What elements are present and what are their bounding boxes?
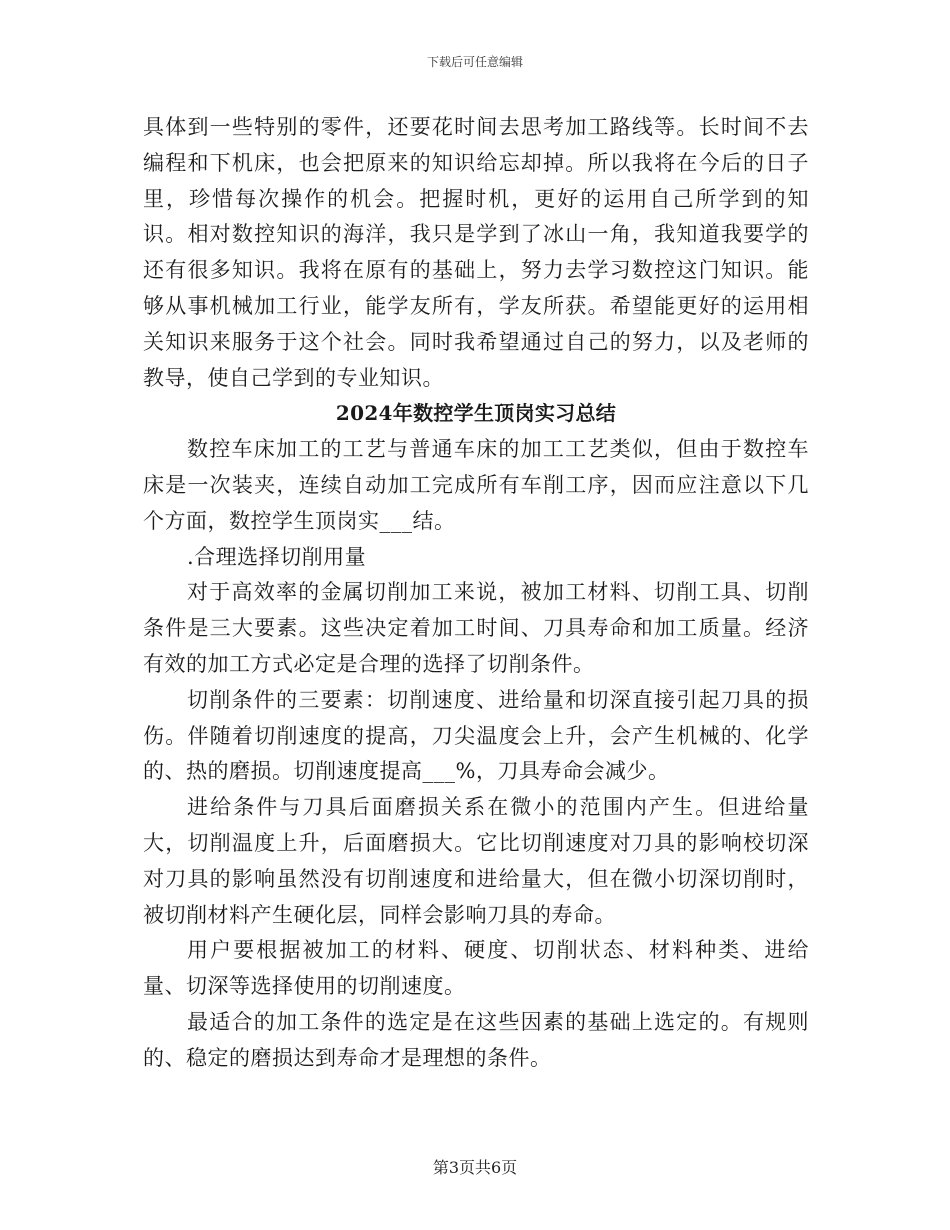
document-title: 2024年数控学生顶岗实习总结 <box>335 401 617 426</box>
document-body <box>143 110 809 1077</box>
paragraph-cutting-conditions: 切削条件的三要素：切削速度、进给量和切深直接引起刀具的损伤。伴随着切削速度的提高，刀尖温度会上升，会产生机械的、化学的、热的磨损。切削速度提高___%，刀具寿命会减少。 <box>143 687 809 784</box>
header-note: 下载后可任意编辑 <box>426 55 523 69</box>
paragraph-user-selection: 用户要根据被加工的材料、硬度、切削状态、材料种类、进给量、切深等选择使用的切削速度。 <box>143 938 809 999</box>
paragraph-intro: 数控车床加工的工艺与普通车床的加工工艺类似，但由于数控车床是一次装夹，连续自动加工完成所有车削工序，因而应注意以下几个方面，数控学生顶岗实___结。 <box>143 437 809 533</box>
paragraph-feed-conditions: 进给条件与刀具后面磨损关系在微小的范围内产生。但进给量大，切削温度上升，后面磨损大。它比切削速度对刀具的影响校切深对刀具的影响虽然没有切削速度和进给量大，但在微小切深切削时，被切削材料产生硬化层，同样会影响刀具的寿命。 <box>143 795 809 927</box>
continued-paragraph: 具体到一些特别的零件，还要花时间去思考加工路线等。长时间不去编程和下机床，也会把原来的知识给忘却掉。所以我将在今后的日子里，珍惜每次操作的机会。把握时机，更好的运用自己所学到的知识。相对数控知识的海洋，我只是学到了冰山一角，我知道我要学的还有很多知识。我将在原有的基础上，努力去学习数控这门知识。能够从事机械加工行业，能学友所有，学友所获。希望能更好的运用相关知识来服务于这个社会。同时我希望通过自己的努力，以及老师的教导，使自己学到的专业知识。 <box>143 115 809 390</box>
paragraph-three-elements: 对于高效率的金属切削加工来说，被加工材料、切削工具、切削条件是三大要素。这些决定着加工时间、刀具寿命和加工质量。经济有效的加工方式必定是合理的选择了切削条件。 <box>143 580 809 676</box>
page-number: 第3页共6页 <box>432 1158 518 1177</box>
section-heading: .合理选择切削用量 <box>187 544 367 569</box>
paragraph-optimal-conditions: 最适合的加工条件的选定是在这些因素的基础上选定的。有规则的、稳定的磨损达到寿命才是理想的条件。 <box>143 1009 809 1070</box>
